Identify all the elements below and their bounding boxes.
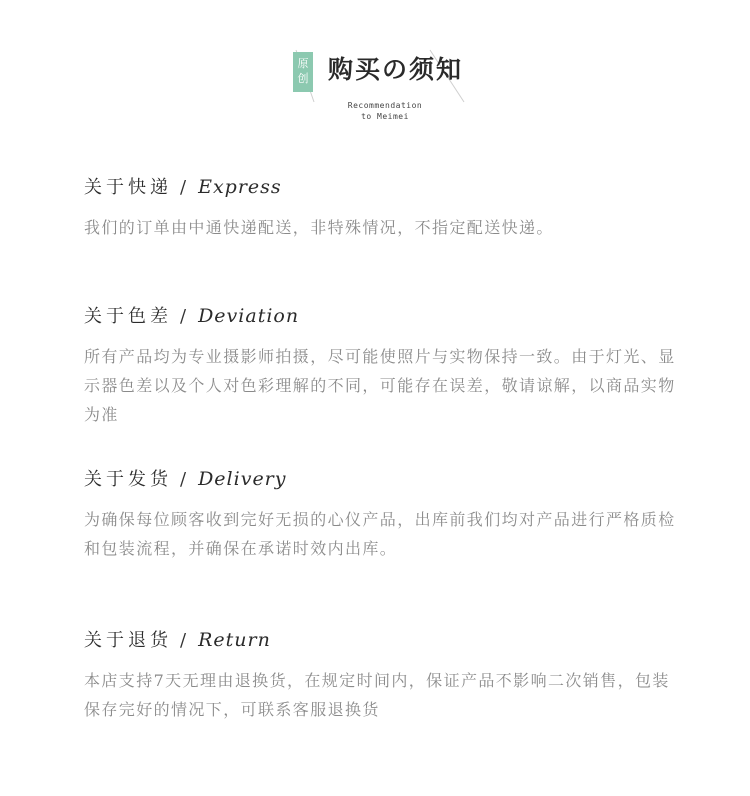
heading-separator: /: [180, 630, 187, 651]
heading-zh: 关于发货: [84, 469, 172, 490]
section-body: 本店支持7天无理由退换货，在规定时间内，保证产品不影响二次销售，包装保存完好的情况下，可联系客服退换货: [84, 671, 670, 719]
heading-en: Express: [198, 176, 282, 198]
heading-separator: /: [180, 306, 187, 327]
section-return: [84, 626, 684, 724]
section-deviation: [84, 302, 684, 429]
subtitle-line-1: Recommendation: [347, 101, 423, 110]
section-express: [84, 173, 684, 242]
section-body: 我们的订单由中通快递配送，非特殊情况，不指定配送快递。: [84, 218, 554, 237]
heading-separator: /: [180, 177, 187, 198]
page-title: 购买の须知: [328, 55, 464, 84]
section-delivery: [84, 465, 684, 563]
section-heading: [84, 626, 684, 654]
heading-en: Delivery: [198, 468, 287, 490]
heading-zh: 关于色差: [84, 306, 172, 327]
original-badge: 原创: [293, 52, 313, 92]
heading-en: Deviation: [198, 305, 300, 327]
heading-zh: 关于快递: [84, 177, 172, 198]
heading-en: Return: [198, 629, 271, 651]
heading-separator: /: [180, 469, 187, 490]
section-body: 所有产品均为专业摄影师拍摄，尽可能使照片与实物保持一致。由于灯光、显示器色差以及个人对色彩理解的不同，可能存在误差，敬请谅解，以商品实物为准: [84, 347, 676, 424]
page-subtitle: [330, 100, 440, 122]
section-heading: [84, 302, 684, 330]
page-header: [0, 0, 750, 140]
section-heading: [84, 465, 684, 493]
heading-zh: 关于退货: [84, 630, 172, 651]
section-body: 为确保每位顾客收到完好无损的心仪产品，出库前我们均对产品进行严格质检和包装流程，并确保在承诺时效内出库。: [84, 510, 676, 558]
subtitle-line-2: to Meimei: [361, 112, 409, 121]
section-heading: [84, 173, 684, 201]
